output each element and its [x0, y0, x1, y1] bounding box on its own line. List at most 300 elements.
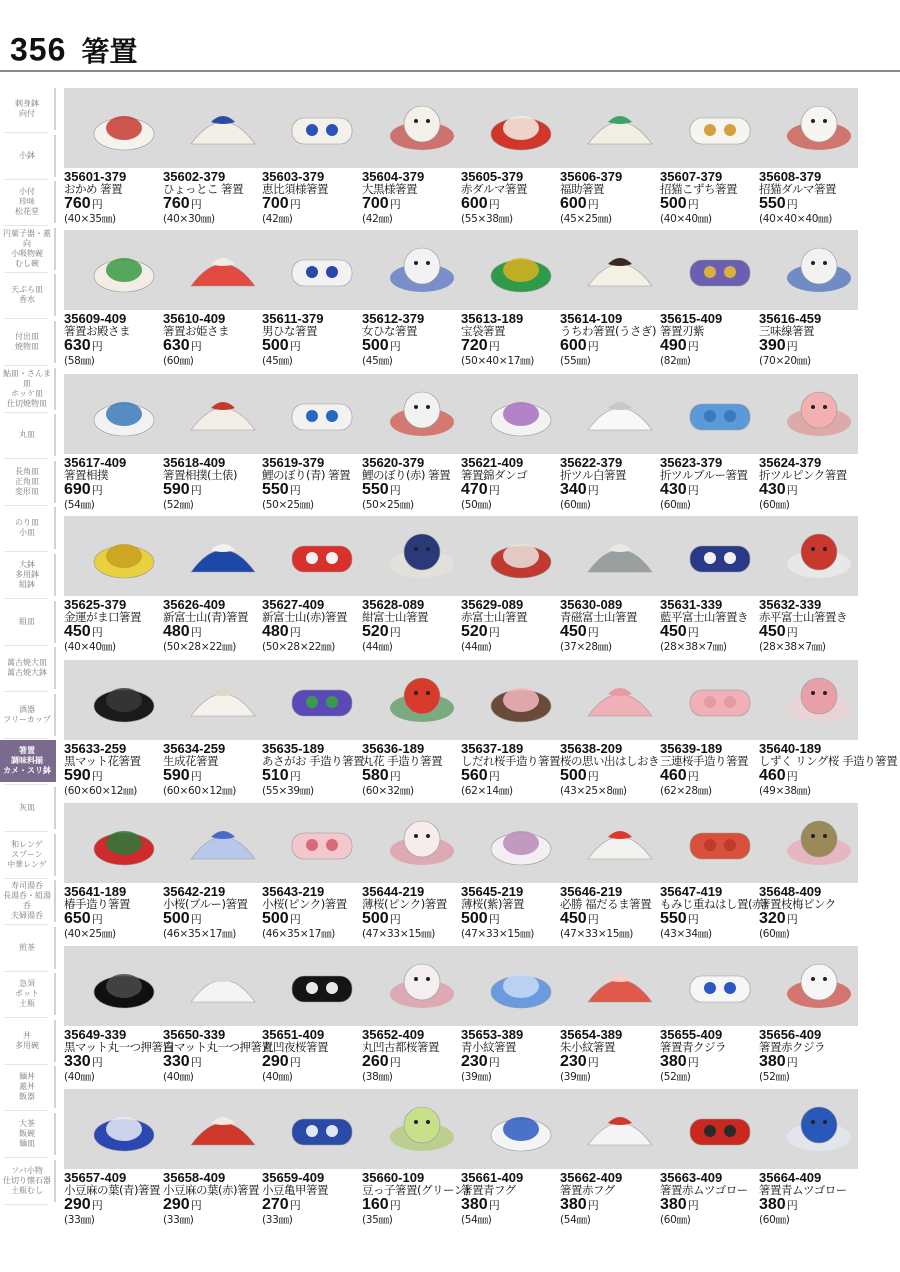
product-name: 箸置枝梅ピンク [759, 897, 836, 911]
product-info [262, 742, 372, 797]
price-value: 450 [560, 910, 587, 927]
price-unit: 円 [91, 914, 103, 926]
product-image[interactable] [461, 88, 560, 168]
product-info [461, 1028, 571, 1083]
product-name: 新富士山(青)箸置 [163, 610, 248, 624]
product-image[interactable] [362, 374, 461, 454]
product-name: 恵比須様箸置 [262, 182, 328, 196]
product-size: (54㎜) [560, 1214, 591, 1226]
product-name: うちわ箸置(うさぎ) [560, 324, 656, 338]
product-size: (40×25㎜) [64, 928, 116, 940]
product-price [64, 482, 174, 499]
category-tab[interactable]: 急須 ポット 土瓶 [0, 973, 56, 1015]
product-price [163, 1054, 273, 1071]
price-value: 260 [362, 1053, 389, 1070]
price-value: 490 [660, 337, 687, 354]
product-code: 35657-409 [64, 1170, 127, 1185]
price-unit: 円 [587, 485, 599, 497]
product-image[interactable] [759, 803, 858, 883]
product-code: 35611-379 [262, 311, 324, 326]
product-image[interactable] [163, 1089, 262, 1169]
product-info [262, 170, 372, 225]
product-info [461, 598, 571, 653]
price-value: 520 [362, 623, 389, 640]
product-photo-band [64, 516, 858, 596]
price-value: 760 [163, 195, 190, 212]
product-name: 青磁富士山箸置 [560, 610, 637, 624]
product-image[interactable] [262, 946, 361, 1026]
product-image[interactable] [362, 88, 461, 168]
price-value: 510 [262, 767, 289, 784]
product-price [461, 1054, 571, 1071]
product-name: 赤富士山箸置 [461, 610, 527, 624]
product-code: 35658-409 [163, 1170, 226, 1185]
price-unit: 円 [91, 199, 103, 211]
product-image[interactable] [660, 946, 759, 1026]
product-code: 35644-219 [362, 884, 425, 899]
product-image[interactable] [163, 516, 262, 596]
price-value: 500 [362, 910, 389, 927]
product-image[interactable] [560, 803, 659, 883]
product-size: (40×35㎜) [64, 213, 116, 225]
product-image[interactable] [362, 230, 461, 310]
product-image[interactable] [64, 660, 163, 740]
product-code: 35603-379 [262, 169, 325, 184]
product-image[interactable] [461, 230, 560, 310]
price-unit: 円 [289, 627, 301, 639]
product-size: (52㎜) [163, 499, 194, 511]
product-code: 35643-219 [262, 884, 325, 899]
product-image[interactable] [759, 88, 858, 168]
product-name: 桜の思い出はしおき [560, 754, 659, 768]
product-price [163, 911, 273, 928]
price-unit: 円 [289, 485, 301, 497]
product-image[interactable] [461, 516, 560, 596]
price-value: 430 [759, 481, 786, 498]
price-unit: 円 [289, 199, 301, 211]
product-info [660, 885, 770, 940]
product-price [560, 911, 670, 928]
product-size: (52㎜) [660, 1071, 691, 1083]
product-name: 薄桜(紫)箸置 [461, 897, 524, 911]
product-code: 35637-189 [461, 741, 524, 756]
category-tab[interactable]: 小鉢 [0, 135, 56, 177]
product-image[interactable] [461, 660, 560, 740]
product-image[interactable] [660, 88, 759, 168]
product-image[interactable] [262, 1089, 361, 1169]
price-unit: 円 [786, 341, 798, 353]
price-unit: 円 [587, 341, 599, 353]
category-tab[interactable]: 萬古焼大皿 萬古焼大鉢 [0, 647, 56, 689]
product-image[interactable] [362, 660, 461, 740]
price-value: 760 [64, 195, 91, 212]
product-size: (42㎜) [362, 213, 393, 225]
price-unit: 円 [190, 341, 202, 353]
product-info [560, 312, 670, 367]
product-image[interactable] [560, 230, 659, 310]
product-image[interactable] [163, 803, 262, 883]
product-size: (50×25㎜) [362, 499, 414, 511]
price-value: 270 [262, 1196, 289, 1213]
product-image[interactable] [660, 516, 759, 596]
product-info [560, 170, 670, 225]
product-name: 女ひな箸置 [362, 324, 417, 338]
price-unit: 円 [389, 1057, 401, 1069]
header-rule [0, 70, 900, 72]
product-name: 箸置青フグ [461, 1183, 516, 1197]
product-size: (42㎜) [262, 213, 293, 225]
product-name: 生成花箸置 [163, 754, 218, 768]
price-value: 550 [660, 910, 687, 927]
price-value: 480 [262, 623, 289, 640]
price-value: 290 [262, 1053, 289, 1070]
product-image[interactable] [262, 516, 361, 596]
category-tab[interactable]: 箸置 調味料揃 カメ・スリ鉢 [0, 740, 56, 782]
product-image[interactable] [461, 946, 560, 1026]
product-info [560, 742, 670, 797]
price-unit: 円 [389, 485, 401, 497]
product-code: 35628-089 [362, 597, 425, 612]
price-unit: 円 [190, 1200, 202, 1212]
product-code: 35621-409 [461, 455, 524, 470]
price-value: 450 [660, 623, 687, 640]
product-image[interactable] [759, 516, 858, 596]
product-name: 小桜(ピンク)箸置 [262, 897, 347, 911]
category-tab[interactable]: 大鉢 多用鉢 組鉢 [0, 554, 56, 596]
product-info [362, 312, 472, 367]
product-price [262, 482, 372, 499]
product-info [560, 885, 670, 940]
price-unit: 円 [488, 914, 500, 926]
product-info [660, 1028, 770, 1083]
product-size: (55×38㎜) [461, 213, 513, 225]
product-price [64, 768, 174, 785]
price-unit: 円 [488, 341, 500, 353]
product-image[interactable] [660, 1089, 759, 1169]
product-image[interactable] [163, 374, 262, 454]
product-image[interactable] [262, 803, 361, 883]
product-code: 35656-409 [759, 1027, 822, 1042]
product-size: (82㎜) [660, 355, 691, 367]
product-size: (55㎜) [560, 355, 591, 367]
product-info [362, 598, 472, 653]
product-info [64, 742, 174, 797]
category-tab[interactable]: 麺丼 蓋丼 飯器 [0, 1066, 56, 1108]
product-price [759, 482, 869, 499]
product-image[interactable] [362, 1089, 461, 1169]
category-tab[interactable]: 鮎皿・さんま皿 ホッケ皿 仕切焼物皿 [0, 368, 56, 410]
price-value: 430 [660, 481, 687, 498]
product-image[interactable] [163, 660, 262, 740]
product-image[interactable] [64, 516, 163, 596]
product-size: (70×20㎜) [759, 355, 811, 367]
product-image[interactable] [64, 230, 163, 310]
product-image[interactable] [660, 660, 759, 740]
product-name: 新富士山(赤)箸置 [262, 610, 347, 624]
product-image[interactable] [262, 230, 361, 310]
product-code: 35620-379 [362, 455, 425, 470]
product-info [660, 598, 770, 653]
product-price [660, 338, 770, 355]
product-size: (60×60×12㎜) [64, 785, 138, 797]
category-tab[interactable]: 大茶 飯碗 麺皿 [0, 1113, 56, 1155]
category-tab[interactable]: 小付 珍味 松花堂 [0, 181, 56, 223]
category-index [0, 88, 56, 1206]
price-value: 340 [560, 481, 587, 498]
product-size: (52㎜) [759, 1071, 790, 1083]
category-tab[interactable]: 丸皿 [0, 414, 56, 456]
product-name: 大黒様箸置 [362, 182, 417, 196]
product-image[interactable] [163, 88, 262, 168]
price-unit: 円 [289, 1057, 301, 1069]
product-code: 35614-109 [560, 311, 623, 326]
product-name: 福助箸置 [560, 182, 604, 196]
price-unit: 円 [488, 1200, 500, 1212]
product-image[interactable] [64, 946, 163, 1026]
price-unit: 円 [91, 485, 103, 497]
product-code: 35626-409 [163, 597, 226, 612]
product-size: (60×32㎜) [362, 785, 414, 797]
product-size: (40×40×40㎜) [759, 213, 833, 225]
product-name: 箸置青クジラ [660, 1040, 726, 1054]
product-code: 35651-409 [262, 1027, 325, 1042]
product-code: 35609-409 [64, 311, 127, 326]
product-name: 朱小紋箸置 [560, 1040, 615, 1054]
category-tab[interactable]: 刺身鉢 向付 [0, 88, 56, 130]
product-photo-band [64, 88, 858, 168]
price-value: 380 [461, 1196, 488, 1213]
product-image[interactable] [262, 374, 361, 454]
product-name: 小豆麻の葉(赤)箸置 [163, 1183, 259, 1197]
product-image[interactable] [461, 1089, 560, 1169]
product-price [461, 1197, 571, 1214]
product-name: 箸置錦ダンゴ [461, 468, 528, 482]
product-info [362, 1028, 472, 1083]
product-name: 椿手造り箸置 [64, 897, 130, 911]
product-info [560, 598, 670, 653]
product-image[interactable] [660, 374, 759, 454]
product-size: (40㎜) [163, 1071, 194, 1083]
product-code: 35615-409 [660, 311, 723, 326]
product-size: (28×38×7㎜) [660, 641, 727, 653]
product-price [64, 1197, 174, 1214]
product-price [560, 1197, 670, 1214]
product-code: 35618-409 [163, 455, 226, 470]
category-tab[interactable]: 煎茶 [0, 927, 56, 969]
price-value: 450 [560, 623, 587, 640]
product-image[interactable] [362, 946, 461, 1026]
product-info [163, 885, 273, 940]
product-size: (45㎜) [362, 355, 393, 367]
product-image[interactable] [759, 230, 858, 310]
price-value: 550 [262, 481, 289, 498]
product-image[interactable] [362, 803, 461, 883]
product-image[interactable] [560, 660, 659, 740]
product-photo-band [64, 946, 858, 1026]
category-tab[interactable]: 長角皿 正角皿 変形皿 [0, 461, 56, 503]
product-name: 青小紋箸置 [461, 1040, 516, 1054]
product-code: 35632-339 [759, 597, 822, 612]
product-image[interactable] [64, 374, 163, 454]
price-value: 450 [64, 623, 91, 640]
product-image[interactable] [560, 946, 659, 1026]
category-tab[interactable]: 和レンゲ スプーン 中華レンゲ [0, 834, 56, 876]
price-unit: 円 [91, 1200, 103, 1212]
product-code: 35634-259 [163, 741, 226, 756]
product-image[interactable] [560, 88, 659, 168]
category-tab[interactable]: ソバ小物 仕切り懐石器 土瓶むし [0, 1160, 56, 1202]
product-image[interactable] [759, 946, 858, 1026]
product-image[interactable] [461, 374, 560, 454]
product-info [759, 170, 869, 225]
product-code: 35636-189 [362, 741, 425, 756]
product-price [262, 338, 372, 355]
price-unit: 円 [289, 914, 301, 926]
product-code: 35648-409 [759, 884, 822, 899]
price-value: 520 [461, 623, 488, 640]
product-image[interactable] [560, 1089, 659, 1169]
product-image[interactable] [362, 516, 461, 596]
product-image[interactable] [560, 516, 659, 596]
price-unit: 円 [389, 1200, 401, 1212]
product-size: (33㎜) [262, 1214, 293, 1226]
product-size: (35㎜) [362, 1214, 393, 1226]
product-size: (40×40㎜) [660, 213, 712, 225]
product-name: 黒マット花箸置 [64, 754, 141, 768]
price-unit: 円 [190, 485, 202, 497]
product-code: 35654-389 [560, 1027, 623, 1042]
product-info [759, 1028, 869, 1083]
price-unit: 円 [786, 199, 798, 211]
product-info [163, 598, 273, 653]
category-tab[interactable]: 天ぷら皿 香水 [0, 274, 56, 316]
price-value: 480 [163, 623, 190, 640]
product-image[interactable] [759, 374, 858, 454]
price-unit: 円 [687, 485, 699, 497]
category-tab[interactable]: 寿司湯呑 長湯呑・組湯呑 夫婦湯呑 [0, 880, 56, 922]
product-info [461, 885, 571, 940]
product-image[interactable] [660, 803, 759, 883]
category-tab[interactable]: 付出皿 焼物皿 [0, 321, 56, 363]
price-unit: 円 [687, 199, 699, 211]
product-price [461, 196, 571, 213]
product-image[interactable] [64, 1089, 163, 1169]
category-tab[interactable]: のり皿 小皿 [0, 507, 56, 549]
product-image[interactable] [163, 946, 262, 1026]
price-value: 550 [759, 195, 786, 212]
product-size: (39㎜) [461, 1071, 492, 1083]
page-header [10, 30, 138, 70]
product-code: 35649-339 [64, 1027, 127, 1042]
price-value: 590 [163, 481, 190, 498]
product-price [64, 624, 174, 641]
product-size: (60㎜) [660, 499, 691, 511]
product-image[interactable] [759, 1089, 858, 1169]
product-name: 男ひな箸置 [262, 324, 317, 338]
price-value: 720 [461, 337, 488, 354]
product-image[interactable] [461, 803, 560, 883]
price-unit: 円 [587, 199, 599, 211]
product-price [362, 768, 472, 785]
product-code: 35663-409 [660, 1170, 723, 1185]
price-unit: 円 [389, 341, 401, 353]
price-value: 500 [163, 910, 190, 927]
product-name: 鯉のぼり(青) 箸置 [262, 468, 351, 482]
price-value: 160 [362, 1196, 389, 1213]
product-price [163, 338, 273, 355]
product-image[interactable] [64, 803, 163, 883]
product-name: 箸置相撲(土俵) [163, 468, 237, 482]
product-name: 折ツル白箸置 [560, 468, 626, 482]
price-value: 690 [64, 481, 91, 498]
product-price [759, 1197, 869, 1214]
product-name: 招猫こずち箸置 [660, 182, 737, 196]
product-code: 35627-409 [262, 597, 325, 612]
product-image[interactable] [660, 230, 759, 310]
product-size: (62×14㎜) [461, 785, 513, 797]
category-tab[interactable]: 円菓子器・蓋向 小吸物碗 むし碗 [0, 228, 56, 270]
price-value: 380 [759, 1053, 786, 1070]
product-info [461, 312, 571, 367]
product-info [759, 598, 869, 653]
product-info [163, 170, 273, 225]
product-name: 小桜(ブルー)箸置 [163, 897, 248, 911]
category-tab[interactable]: 丼 多用碗 [0, 1020, 56, 1062]
product-image[interactable] [759, 660, 858, 740]
product-info [64, 170, 174, 225]
product-image[interactable] [64, 88, 163, 168]
product-name: 折ツルピンク箸置 [759, 468, 847, 482]
product-name: 必勝 福だるま箸置 [560, 897, 652, 911]
product-name: 箸置青ムツゴロー [759, 1183, 847, 1197]
price-unit: 円 [190, 914, 202, 926]
price-unit: 円 [488, 627, 500, 639]
product-name: 小豆亀甲箸置 [262, 1183, 328, 1197]
category-tab[interactable]: 酒器 フリーカップ [0, 694, 56, 736]
product-image[interactable] [262, 88, 361, 168]
product-price [262, 624, 372, 641]
product-info [362, 885, 472, 940]
product-price [163, 196, 273, 213]
product-size: (33㎜) [64, 1214, 95, 1226]
price-unit: 円 [190, 199, 202, 211]
product-name: 三味線箸置 [759, 324, 814, 338]
product-image[interactable] [163, 230, 262, 310]
product-name: 折ツルブルー箸置 [660, 468, 748, 482]
category-tab[interactable]: 組皿 [0, 601, 56, 643]
product-name: 箸置お姫さま [163, 324, 229, 338]
product-price [759, 338, 869, 355]
category-tab[interactable]: 灰皿 [0, 787, 56, 829]
product-price [461, 768, 571, 785]
price-unit: 円 [389, 914, 401, 926]
product-size: (33㎜) [163, 1214, 194, 1226]
product-name: 箸置刃紫 [660, 324, 704, 338]
price-unit: 円 [687, 627, 699, 639]
product-image[interactable] [560, 374, 659, 454]
price-value: 460 [759, 767, 786, 784]
product-size: (60㎜) [759, 1214, 790, 1226]
product-name: 紺富士山箸置 [362, 610, 428, 624]
product-price [759, 196, 869, 213]
product-name: 黒マット丸一つ押箸置 [64, 1040, 174, 1054]
price-value: 560 [461, 767, 488, 784]
product-size: (50×28×22㎜) [163, 641, 237, 653]
price-unit: 円 [687, 1200, 699, 1212]
product-image[interactable] [262, 660, 361, 740]
price-value: 500 [461, 910, 488, 927]
product-size: (60㎜) [660, 1214, 691, 1226]
